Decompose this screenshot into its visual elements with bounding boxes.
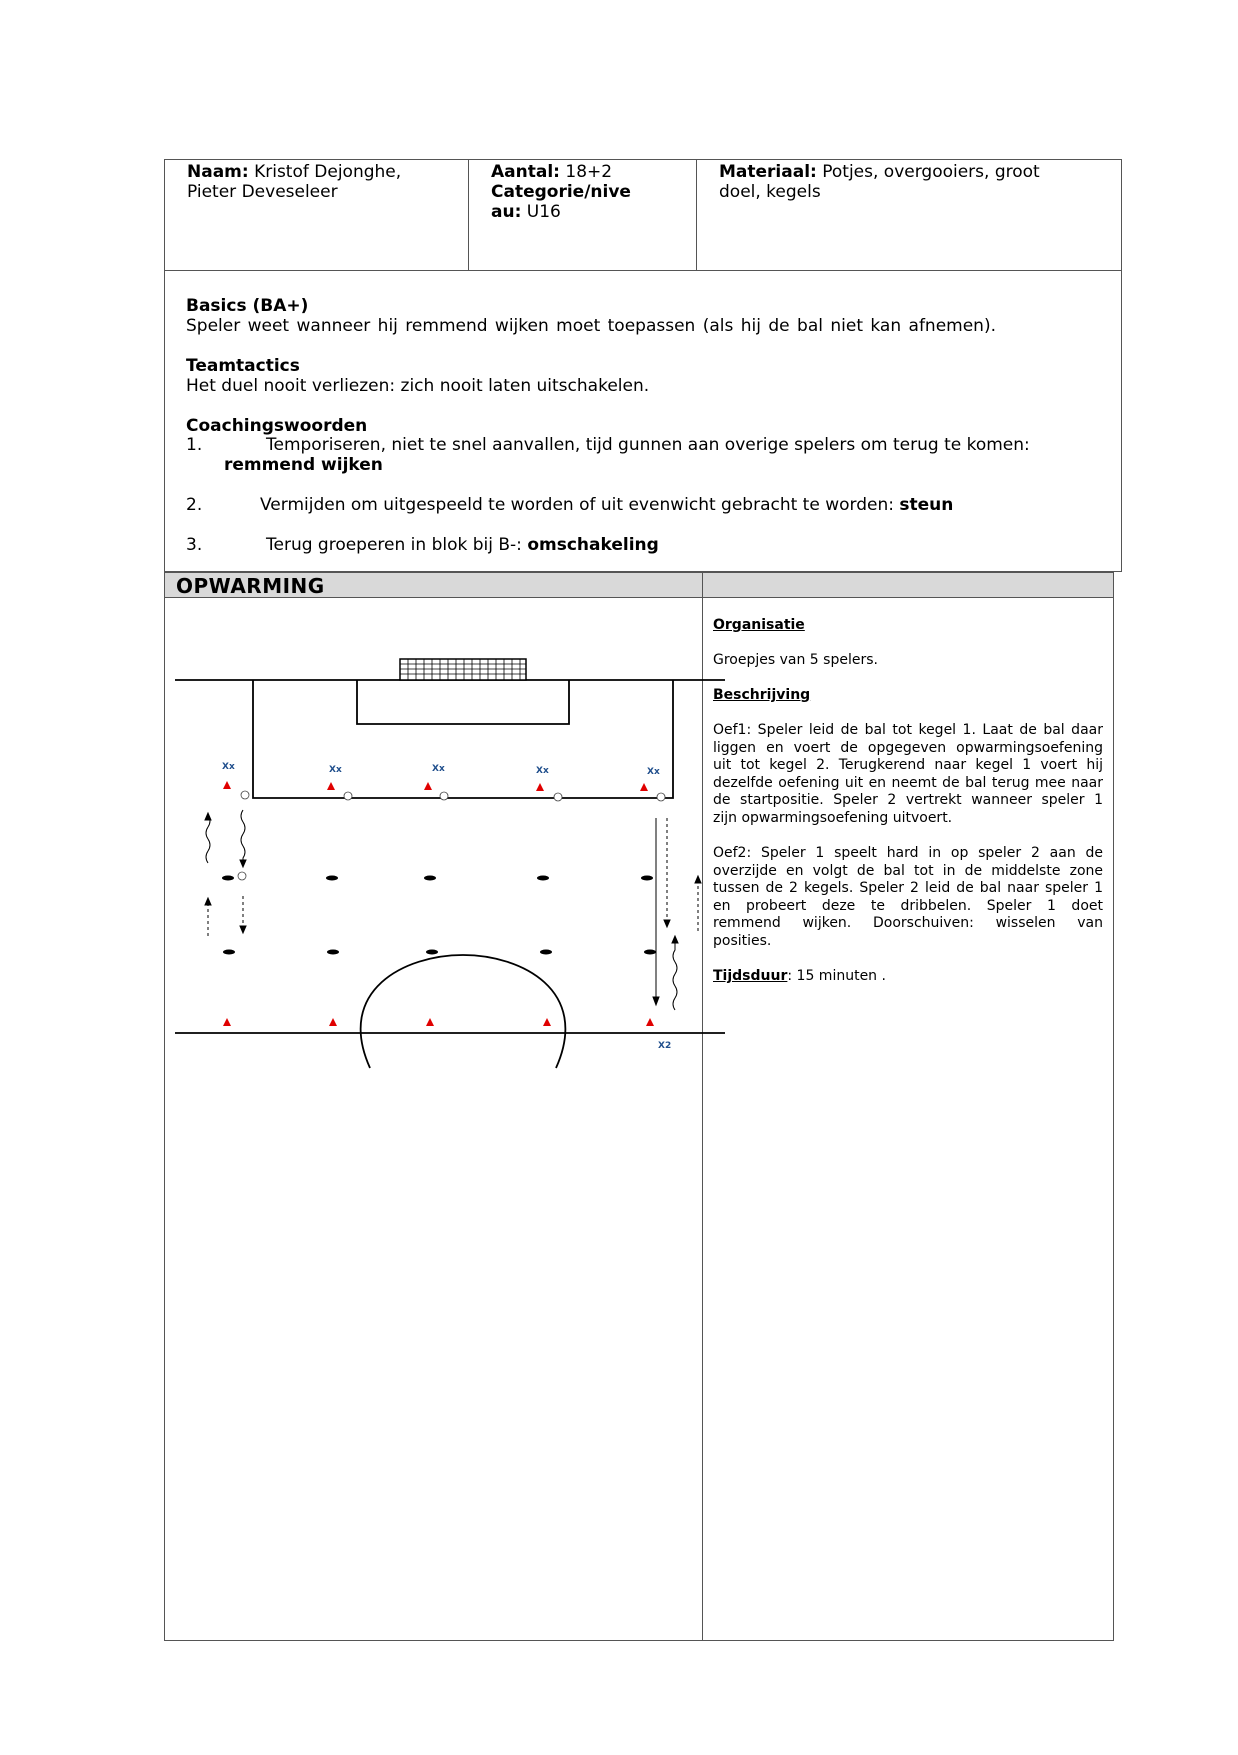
tijdsduur-value: : 15 minuten . bbox=[787, 968, 886, 984]
opwarming-header bbox=[165, 573, 1113, 598]
categorie-value: U16 bbox=[526, 202, 561, 222]
organisatie-title: Organisatie bbox=[713, 617, 805, 633]
oef2-line: Oef2: Speler 1 speelt hard in op speler 2 aan de bbox=[713, 845, 1103, 861]
aantal-label: Aantal: bbox=[491, 162, 560, 182]
red-cone-icon bbox=[424, 782, 432, 790]
opwarming-title: OPWARMING bbox=[176, 574, 325, 598]
black-marker-icon bbox=[644, 950, 656, 955]
oef2-line: en probeert deze te dribbelen. Speler 1 doet bbox=[713, 897, 1103, 914]
goal-net-icon bbox=[400, 659, 526, 680]
column-divider bbox=[468, 160, 469, 270]
arrow-head bbox=[240, 860, 246, 867]
player-label: X2 bbox=[658, 1041, 672, 1051]
oef2-line: overzijde en volgt de bal tot in de middelste zone bbox=[713, 862, 1103, 879]
coaching-item-2-keyword: steun bbox=[899, 495, 954, 515]
arrow-head bbox=[205, 813, 211, 820]
coaching-title: Coachingswoorden bbox=[186, 416, 368, 436]
categorie-label-line2: au: bbox=[491, 202, 522, 222]
basics-title: Basics (BA+) bbox=[186, 296, 309, 316]
oef2-paragraph bbox=[713, 845, 1103, 950]
oef2-line: tussen de 2 kegels. Speler 2 leid de bal naar speler 1 bbox=[713, 880, 1103, 896]
penalty-area bbox=[253, 680, 673, 798]
player-label: Xx bbox=[647, 767, 660, 777]
dribble-arrow bbox=[241, 810, 245, 864]
categorie-label: Categorie/nive bbox=[491, 182, 631, 202]
materiaal-value: Potjes, overgooiers, groot bbox=[822, 162, 1040, 182]
coaching-item-2-line bbox=[260, 495, 953, 515]
materiaal-cell bbox=[719, 162, 1040, 202]
goal-area bbox=[357, 680, 569, 724]
center-circle bbox=[361, 955, 566, 1068]
oef1-line: Oef1: Speler leid de bal tot kegel 1. Laat de bal daar bbox=[713, 722, 1103, 738]
black-marker-icon bbox=[222, 876, 234, 881]
naam-label: Naam: bbox=[187, 162, 249, 182]
red-cone-icon bbox=[536, 783, 544, 791]
black-marker-icon bbox=[537, 876, 549, 881]
oef1-line: liggen en voert de opgegeven opwarmingsoefening bbox=[713, 739, 1103, 756]
arrow-head bbox=[205, 898, 211, 905]
oef1-line: uit tot kegel 2. Terugkerend naar kegel 1 voert hij bbox=[713, 757, 1103, 773]
aantal-cell bbox=[491, 162, 631, 222]
player-label: Xx bbox=[432, 764, 445, 774]
ball-icon bbox=[440, 792, 448, 800]
dribble-arrow bbox=[673, 940, 677, 1010]
oef1-line: dezelfde oefening uit en neemt de bal terug mee naar bbox=[713, 774, 1103, 791]
red-cone-icon bbox=[329, 1018, 337, 1026]
materiaal-label: Materiaal: bbox=[719, 162, 817, 182]
arrow-head bbox=[240, 926, 246, 933]
player-label: Xx bbox=[536, 766, 549, 776]
red-cone-icon bbox=[223, 781, 231, 789]
oef1-paragraph bbox=[713, 722, 1103, 827]
ball-icon bbox=[344, 792, 352, 800]
black-marker-icon bbox=[326, 876, 338, 881]
red-cone-icon bbox=[640, 783, 648, 791]
red-cone-icon bbox=[543, 1018, 551, 1026]
naam-value: Kristof Dejonghe, bbox=[254, 162, 402, 182]
coaching-item-1-number: 1. bbox=[186, 435, 203, 455]
coaching-item-1-keyword: remmend wijken bbox=[224, 455, 383, 475]
oef2-line: posities. bbox=[713, 932, 772, 949]
ball-icon bbox=[238, 872, 246, 880]
black-marker-icon bbox=[327, 950, 339, 955]
black-marker-icon bbox=[426, 950, 438, 955]
header-table bbox=[164, 159, 1122, 271]
basics-text: Speler weet wanneer hij remmend wijken moet toepassen (als hij de bal niet kan afnemen). bbox=[186, 316, 996, 336]
materiaal-value-line2: doel, kegels bbox=[719, 182, 821, 202]
coaching-item-2-number: 2. bbox=[186, 495, 203, 515]
oef2-line: remmend wijken. Doorschuiven: wisselen van bbox=[713, 915, 1103, 931]
coaching-item-1-text: Temporiseren, niet te snel aanvallen, tijd gunnen aan overige spelers om terug te komen: bbox=[266, 435, 1030, 455]
naam-value-line2: Pieter Deveseleer bbox=[187, 182, 338, 202]
organisatie-text: Groepjes van 5 spelers. bbox=[713, 652, 878, 668]
ball-icon bbox=[554, 793, 562, 801]
black-marker-icon bbox=[540, 950, 552, 955]
teamtactics-title: Teamtactics bbox=[186, 356, 300, 376]
player-label: Xx bbox=[222, 762, 235, 772]
teamtactics-text: Het duel nooit verliezen: zich nooit laten uitschakelen. bbox=[186, 376, 650, 396]
coaching-item-3-text: Terug groeperen in blok bij B-: bbox=[266, 535, 522, 555]
coaching-item-3-number: 3. bbox=[186, 535, 203, 555]
red-cone-icon bbox=[327, 782, 335, 790]
tijdsduur bbox=[713, 968, 1103, 986]
arrow-head bbox=[695, 876, 701, 883]
tijdsduur-label: Tijdsduur bbox=[713, 968, 788, 984]
oef1-line: zijn opwarmingsoefening uitvoert. bbox=[713, 809, 953, 826]
naam-cell bbox=[187, 162, 401, 202]
coaching-item-3-line bbox=[266, 535, 659, 555]
arrow-head bbox=[664, 920, 670, 927]
oef1-line: de startpositie. Speler 2 vertrekt wanneer speler 1 bbox=[713, 792, 1103, 808]
red-cone-icon bbox=[426, 1018, 434, 1026]
player-label: Xx bbox=[329, 765, 342, 775]
arrow-head bbox=[653, 997, 659, 1005]
red-cone-icon bbox=[223, 1018, 231, 1026]
beschrijving-title: Beschrijving bbox=[713, 687, 811, 703]
black-marker-icon bbox=[424, 876, 436, 881]
arrow-head bbox=[672, 936, 678, 943]
black-marker-icon bbox=[641, 876, 653, 881]
red-cone-icon bbox=[646, 1018, 654, 1026]
coaching-item-2-text: Vermijden om uitgespeeld te worden of uit evenwicht gebracht te worden: bbox=[260, 495, 894, 515]
exercise-diagram bbox=[170, 650, 730, 1070]
column-divider bbox=[696, 160, 697, 270]
black-marker-icon bbox=[223, 950, 235, 955]
ball-icon bbox=[241, 791, 249, 799]
coaching-item-3-keyword: omschakeling bbox=[527, 535, 659, 555]
ball-icon bbox=[657, 793, 665, 801]
aantal-value: 18+2 bbox=[565, 162, 613, 182]
dribble-arrow bbox=[206, 815, 210, 863]
